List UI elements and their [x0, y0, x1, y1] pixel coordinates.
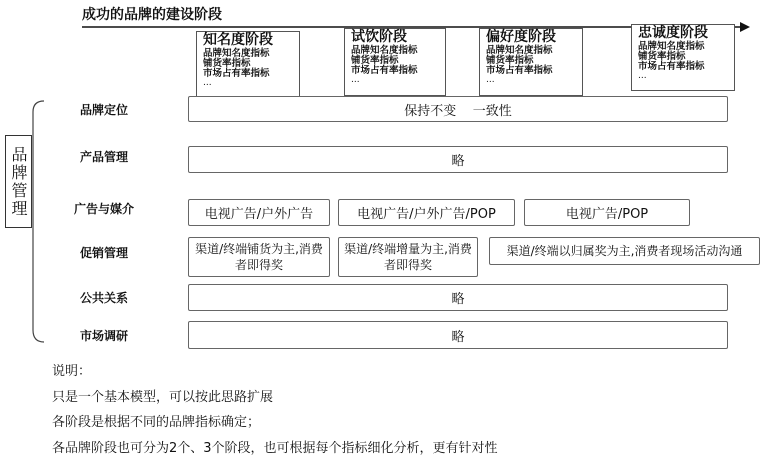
bracket — [33, 101, 44, 342]
promotion-cell-1 — [188, 237, 330, 277]
advertising-cell-3 — [524, 199, 690, 226]
stage-trial — [344, 28, 446, 96]
stage-title: 偏好度阶段 — [486, 29, 556, 45]
stage-metric: 铺货率指标 — [351, 54, 399, 66]
stage-metric: 品牌知名度指标 — [638, 40, 705, 52]
row-label-advertising: 广告与媒介 — [73, 202, 134, 216]
notes — [52, 359, 498, 461]
pr-text: 略 — [451, 292, 465, 307]
row-label-pr: 公共关系 — [79, 291, 128, 305]
advertising-text-2: 电视广告/户外广告/POP — [357, 207, 496, 222]
stage-metric: 市场占有率指标 — [638, 60, 705, 72]
stage-metric: 铺货率指标 — [203, 57, 251, 69]
stage-metric: 品牌知名度指标 — [351, 44, 418, 56]
stage-awareness — [196, 31, 300, 104]
notes-heading: 说明： — [52, 364, 92, 379]
note-line: 各阶段是根据不同的品牌指标确定； — [52, 415, 261, 430]
stage-preference — [479, 28, 583, 96]
promotion-text-2: 渠道/终端增量为主,消费者即得奖 — [344, 241, 472, 272]
diagram-title: 成功的品牌的建设阶段 — [82, 7, 222, 23]
note-line: 只是一个基本模型，可以按此思路扩展 — [52, 389, 274, 405]
stage-ellipsis: ... — [203, 77, 212, 88]
stage-title: 忠诚度阶段 — [638, 25, 708, 41]
product-text: 略 — [451, 154, 465, 169]
advertising-text-1: 电视广告/户外广告 — [204, 207, 314, 222]
promotion-text-3: 渠道/终端以归属奖为主,消费者现场活动沟通 — [506, 243, 743, 258]
stage-metric: 品牌知名度指标 — [203, 47, 270, 59]
promotion-cell-3 — [489, 237, 760, 265]
research-cell — [188, 321, 728, 349]
positioning-cell — [188, 96, 728, 122]
note-line: 各品牌阶段也可分为2个、3个阶段，也可根据每个指标细化分析，更有针对性 — [52, 440, 498, 456]
advertising-text-3: 电视广告/POP — [565, 207, 649, 222]
promotion-cell-2 — [338, 237, 478, 277]
advertising-cell-1 — [188, 199, 330, 226]
advertising-cell-2 — [338, 199, 515, 226]
stage-metric: 铺货率指标 — [486, 54, 534, 66]
stage-ellipsis: ... — [351, 74, 360, 85]
stage-ellipsis: ... — [638, 70, 647, 81]
stage-ellipsis: ... — [486, 74, 495, 85]
row-label-research: 市场调研 — [79, 329, 128, 343]
stage-metric: 市场占有率指标 — [203, 67, 270, 79]
pr-cell — [188, 284, 728, 311]
stage-title: 试饮阶段 — [351, 29, 407, 45]
row-label-product: 产品管理 — [79, 150, 128, 164]
row-label-promotion: 促销管理 — [79, 246, 128, 260]
brand-management-text: 品牌管理 — [9, 145, 28, 218]
stage-metric: 市场占有率指标 — [351, 64, 418, 76]
stage-loyalty — [631, 24, 735, 91]
stage-metric: 市场占有率指标 — [486, 64, 553, 76]
stage-metric: 品牌知名度指标 — [486, 44, 553, 56]
product-cell — [188, 146, 728, 173]
promotion-text-1: 渠道/终端铺货为主,消费者即得奖 — [195, 241, 323, 272]
row-label-positioning: 品牌定位 — [79, 103, 128, 117]
stage-title: 知名度阶段 — [203, 32, 273, 48]
positioning-text: 保持不变 一致性 — [404, 103, 512, 119]
research-text: 略 — [451, 329, 465, 345]
stage-metric: 铺货率指标 — [638, 50, 686, 62]
brand-management-label — [5, 135, 32, 228]
